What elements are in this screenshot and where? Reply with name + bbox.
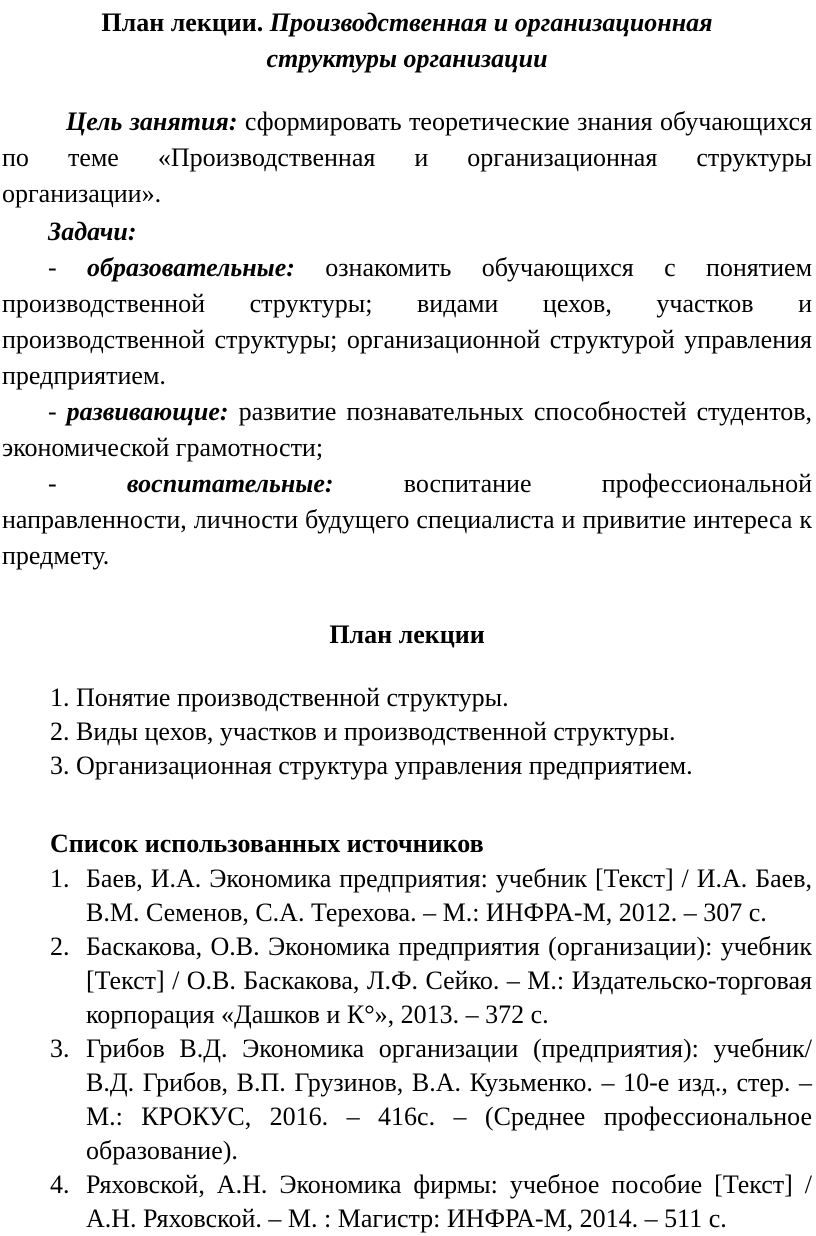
plan-heading: План лекции bbox=[329, 620, 485, 649]
source-item bbox=[2, 930, 812, 1032]
title-bold: План лекции. bbox=[101, 8, 264, 37]
task-dash: - bbox=[48, 469, 57, 498]
source-item bbox=[2, 862, 812, 930]
goal-paragraph bbox=[2, 104, 812, 212]
plan-item: 1. Понятие производственной структуры. bbox=[50, 683, 509, 712]
goal-label: Цель занятия: bbox=[66, 107, 238, 136]
task-text: развитие познавательных способностей студентов, экономической грамотности; bbox=[2, 397, 813, 462]
task-item bbox=[2, 250, 812, 394]
task-label: воспитательные: bbox=[126, 469, 334, 498]
source-text: Баев, И.А. Экономика предприятия: учебник [Текст] / И.А. Баев, В.М. Семенов, С.А. Терехова. – М.: ИНФРА-М, 2012. – 307 с. bbox=[86, 864, 812, 927]
source-text: Ряховской, А.Н. Экономика фирмы: учебное пособие [Текст] / А.Н. Ряховской. – М. : Магистр: ИНФРА-М, 2014. – 511 с. bbox=[86, 1170, 812, 1233]
source-item bbox=[2, 1032, 812, 1168]
task-text: ознакомить обучающихся с понятием производственной структуры; видами цехов, участков и производственной структуры; организационной структурой управления предприятием. bbox=[2, 253, 813, 390]
task-label: развивающие: bbox=[66, 397, 229, 426]
tasks-label: Задачи: bbox=[48, 217, 137, 246]
task-dash: - bbox=[48, 253, 57, 282]
plan-item: 3. Организационная структура управления предприятием. bbox=[50, 751, 693, 780]
tasks-heading bbox=[48, 214, 812, 250]
task-text: воспитание профессиональной направленности, личности будущего специалиста и привитие интереса к предмету. bbox=[2, 469, 812, 570]
source-item bbox=[2, 1168, 812, 1236]
page-title bbox=[2, 5, 812, 77]
task-label: образовательные: bbox=[87, 253, 295, 282]
plan-item: 2. Виды цехов, участков и производственной структуры. bbox=[50, 717, 676, 746]
task-item bbox=[2, 466, 812, 574]
source-number: 4. bbox=[50, 1170, 70, 1199]
sources-list bbox=[2, 862, 812, 1236]
source-number: 2. bbox=[50, 932, 70, 961]
task-item bbox=[2, 394, 812, 466]
task-dash: - bbox=[48, 397, 57, 426]
plan-list bbox=[2, 681, 812, 783]
goal-text: сформировать теоретические знания обучающихся по теме «Производственная и организационная структуры организации». bbox=[2, 107, 812, 208]
source-text: Грибов В.Д. Экономика организации (предприятия): учебник/ В.Д. Грибов, В.П. Грузинов, В.А. Кузьменко. – 10-е изд., стер. – М.: КРОКУС, 2016. – 416с. – (Среднее профессиональное образование). bbox=[86, 1034, 812, 1165]
source-number: 3. bbox=[50, 1034, 70, 1063]
sources-heading: Список использованных источников bbox=[50, 829, 484, 858]
source-text: Баскакова, О.В. Экономика предприятия (организации): учебник [Текст] / О.В. Баскакова, Л.Ф. Сейко. – М.: Издательско-торговая корпорация «Дашков и К°», 2013. – 372 с. bbox=[86, 932, 812, 1029]
title-italic-line1: Производственная и организационная bbox=[269, 8, 713, 37]
source-number: 1. bbox=[50, 864, 70, 893]
title-italic-line2: структуры организации bbox=[266, 44, 548, 73]
